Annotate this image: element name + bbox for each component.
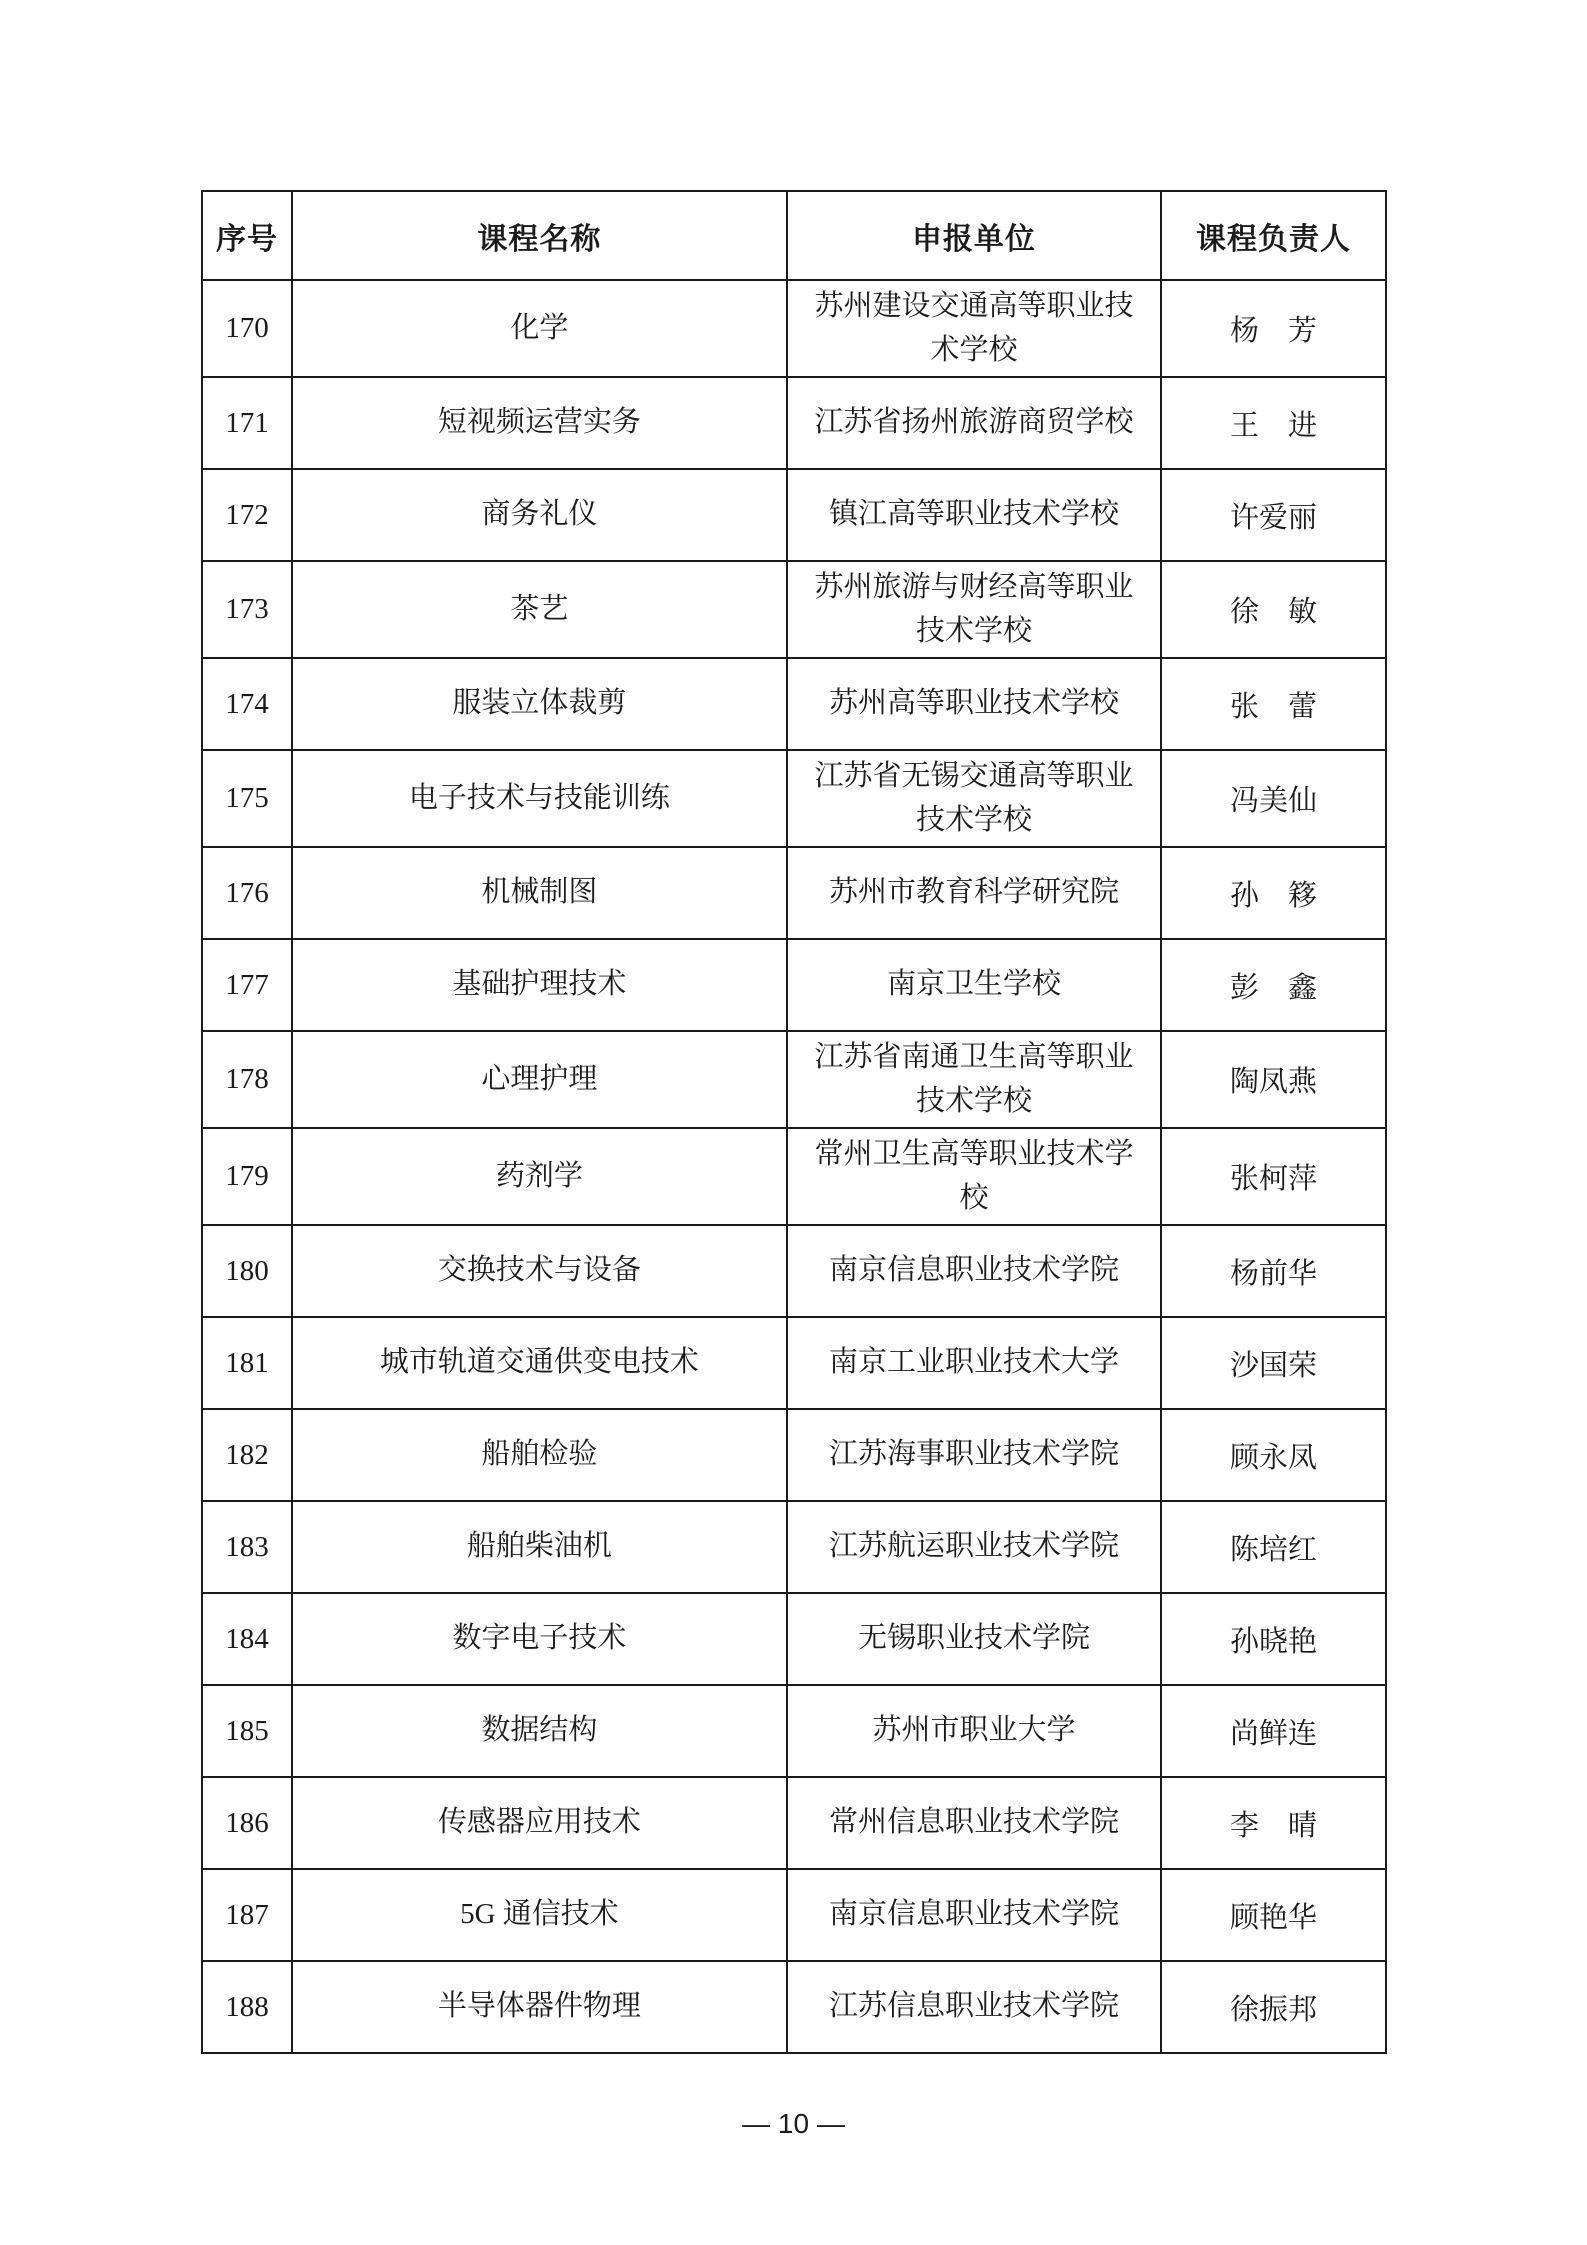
table-body xyxy=(202,280,1386,2053)
cell-course-leader: 李 晴 xyxy=(1161,1777,1386,1869)
cell-applicant-unit: 南京信息职业技术学院 xyxy=(787,1225,1161,1317)
cell-course-name: 化学 xyxy=(292,280,787,377)
cell-course-name: 电子技术与技能训练 xyxy=(292,750,787,847)
cell-serial-number: 183 xyxy=(202,1501,292,1593)
cell-course-name: 船舶柴油机 xyxy=(292,1501,787,1593)
cell-course-name: 半导体器件物理 xyxy=(292,1961,787,2053)
header-course-name: 课程名称 xyxy=(292,191,787,280)
cell-serial-number: 187 xyxy=(202,1869,292,1961)
cell-course-leader: 王 进 xyxy=(1161,377,1386,469)
cell-applicant-unit: 苏州高等职业技术学校 xyxy=(787,658,1161,750)
cell-course-leader: 尚鲜连 xyxy=(1161,1685,1386,1777)
cell-course-name: 5G 通信技术 xyxy=(292,1869,787,1961)
cell-course-name: 服装立体裁剪 xyxy=(292,658,787,750)
cell-course-name: 短视频运营实务 xyxy=(292,377,787,469)
cell-applicant-unit: 常州信息职业技术学院 xyxy=(787,1777,1161,1869)
table-row xyxy=(202,1031,1386,1128)
cell-serial-number: 186 xyxy=(202,1777,292,1869)
cell-applicant-unit: 江苏航运职业技术学院 xyxy=(787,1501,1161,1593)
cell-course-name: 交换技术与设备 xyxy=(292,1225,787,1317)
course-table xyxy=(201,190,1387,2054)
cell-course-leader: 杨前华 xyxy=(1161,1225,1386,1317)
cell-course-leader: 许爱丽 xyxy=(1161,469,1386,561)
table-row xyxy=(202,658,1386,750)
cell-applicant-unit: 江苏省南通卫生高等职业技术学校 xyxy=(787,1031,1161,1128)
table-row xyxy=(202,1777,1386,1869)
table-row xyxy=(202,1685,1386,1777)
page-number: — 10 — xyxy=(742,2108,845,2139)
cell-applicant-unit: 常州卫生高等职业技术学校 xyxy=(787,1128,1161,1225)
cell-course-leader: 孙晓艳 xyxy=(1161,1593,1386,1685)
cell-serial-number: 172 xyxy=(202,469,292,561)
cell-course-name: 药剂学 xyxy=(292,1128,787,1225)
cell-serial-number: 179 xyxy=(202,1128,292,1225)
cell-course-leader: 张柯萍 xyxy=(1161,1128,1386,1225)
cell-applicant-unit: 镇江高等职业技术学校 xyxy=(787,469,1161,561)
table-row xyxy=(202,1409,1386,1501)
table-row xyxy=(202,1593,1386,1685)
cell-serial-number: 174 xyxy=(202,658,292,750)
cell-serial-number: 188 xyxy=(202,1961,292,2053)
cell-course-name: 数据结构 xyxy=(292,1685,787,1777)
table-row xyxy=(202,1317,1386,1409)
cell-serial-number: 184 xyxy=(202,1593,292,1685)
cell-course-leader: 陈培红 xyxy=(1161,1501,1386,1593)
cell-course-leader: 顾艳华 xyxy=(1161,1869,1386,1961)
cell-applicant-unit: 无锡职业技术学院 xyxy=(787,1593,1161,1685)
table-row xyxy=(202,561,1386,658)
cell-applicant-unit: 苏州旅游与财经高等职业技术学校 xyxy=(787,561,1161,658)
table-row xyxy=(202,469,1386,561)
cell-course-name: 船舶检验 xyxy=(292,1409,787,1501)
cell-applicant-unit: 江苏省无锡交通高等职业技术学校 xyxy=(787,750,1161,847)
table-header-row xyxy=(202,191,1386,280)
cell-course-leader: 彭 鑫 xyxy=(1161,939,1386,1031)
cell-applicant-unit: 南京卫生学校 xyxy=(787,939,1161,1031)
cell-course-leader: 孙 簃 xyxy=(1161,847,1386,939)
cell-course-name: 心理护理 xyxy=(292,1031,787,1128)
cell-serial-number: 176 xyxy=(202,847,292,939)
table-row xyxy=(202,1869,1386,1961)
cell-course-leader: 张 蕾 xyxy=(1161,658,1386,750)
cell-course-name: 城市轨道交通供变电技术 xyxy=(292,1317,787,1409)
cell-serial-number: 173 xyxy=(202,561,292,658)
cell-serial-number: 178 xyxy=(202,1031,292,1128)
cell-applicant-unit: 江苏信息职业技术学院 xyxy=(787,1961,1161,2053)
cell-serial-number: 181 xyxy=(202,1317,292,1409)
table-row xyxy=(202,1128,1386,1225)
cell-course-leader: 徐 敏 xyxy=(1161,561,1386,658)
cell-serial-number: 175 xyxy=(202,750,292,847)
cell-serial-number: 182 xyxy=(202,1409,292,1501)
table-row xyxy=(202,1225,1386,1317)
cell-course-leader: 徐振邦 xyxy=(1161,1961,1386,2053)
header-applicant-unit: 申报单位 xyxy=(787,191,1161,280)
cell-course-name: 商务礼仪 xyxy=(292,469,787,561)
cell-serial-number: 180 xyxy=(202,1225,292,1317)
cell-serial-number: 185 xyxy=(202,1685,292,1777)
cell-course-name: 传感器应用技术 xyxy=(292,1777,787,1869)
cell-applicant-unit: 南京工业职业技术大学 xyxy=(787,1317,1161,1409)
cell-applicant-unit: 苏州建设交通高等职业技术学校 xyxy=(787,280,1161,377)
cell-course-name: 茶艺 xyxy=(292,561,787,658)
table-row xyxy=(202,1961,1386,2053)
cell-serial-number: 171 xyxy=(202,377,292,469)
table-row xyxy=(202,939,1386,1031)
cell-applicant-unit: 南京信息职业技术学院 xyxy=(787,1869,1161,1961)
header-serial-number: 序号 xyxy=(202,191,292,280)
table-row xyxy=(202,1501,1386,1593)
cell-course-leader: 顾永凤 xyxy=(1161,1409,1386,1501)
cell-applicant-unit: 苏州市职业大学 xyxy=(787,1685,1161,1777)
table-row xyxy=(202,280,1386,377)
table-row xyxy=(202,377,1386,469)
cell-applicant-unit: 苏州市教育科学研究院 xyxy=(787,847,1161,939)
table-row xyxy=(202,847,1386,939)
cell-applicant-unit: 江苏省扬州旅游商贸学校 xyxy=(787,377,1161,469)
cell-course-leader: 冯美仙 xyxy=(1161,750,1386,847)
cell-course-name: 机械制图 xyxy=(292,847,787,939)
header-course-leader: 课程负责人 xyxy=(1161,191,1386,280)
cell-course-name: 基础护理技术 xyxy=(292,939,787,1031)
cell-applicant-unit: 江苏海事职业技术学院 xyxy=(787,1409,1161,1501)
cell-course-leader: 陶凤燕 xyxy=(1161,1031,1386,1128)
cell-serial-number: 170 xyxy=(202,280,292,377)
cell-serial-number: 177 xyxy=(202,939,292,1031)
cell-course-name: 数字电子技术 xyxy=(292,1593,787,1685)
table-row xyxy=(202,750,1386,847)
cell-course-leader: 杨 芳 xyxy=(1161,280,1386,377)
cell-course-leader: 沙国荣 xyxy=(1161,1317,1386,1409)
